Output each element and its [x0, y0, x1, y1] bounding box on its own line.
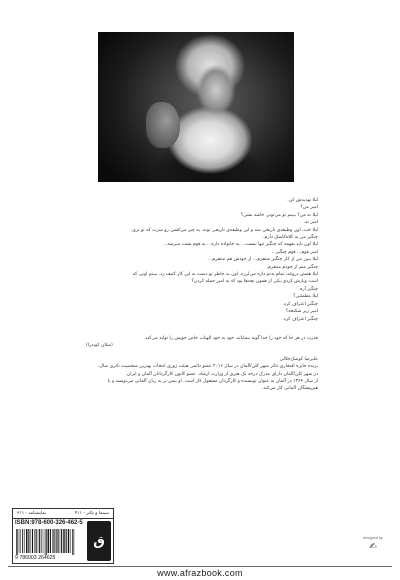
dialogue-line: چنگیز اعتراف کرد. [282, 316, 318, 322]
dialogue-line: لیلا مطمئنی؟ [293, 294, 318, 300]
barcode-digits: 9 786003 264625 [15, 555, 56, 561]
barcode-bars [15, 529, 85, 555]
dialogue-line: لیلا نه من؟ ببینم تو می‌تونی جاشه بشی؟ [240, 212, 318, 218]
dialogue-line: لیلا تهدیدش کن. [287, 198, 318, 203]
dialogue-line: چنگیز من یه کلاه‌کاسک دارم. [263, 235, 318, 241]
footer-divider [8, 566, 392, 567]
barcode-block [12, 508, 114, 564]
publisher-logo: ق [87, 521, 111, 561]
publisher-website-link[interactable]: www.afrazbook.com [157, 568, 243, 578]
dialogue-line: لیلا خب، اون وظیفه‌ی تاریخی منه و این وظیفه‌ی تاریخی تونه. یه چیز می‌کشی رو سرت که تو تری. [130, 227, 318, 233]
dialogue-line: چنگیز اعتراف کرد. [282, 301, 318, 307]
series-labels [13, 509, 113, 519]
barcode-graphic [15, 529, 85, 555]
dialogue-line: چنگیز منم از خودم متنفرم. [266, 264, 318, 270]
series-play: نمایشنامه - ۳۱۱ [17, 511, 47, 516]
dialogue-line: امیر من؟ [300, 205, 318, 211]
dialogue-line: لیلا ببین من از کار چنگیز متنفرم... از خودش هم متنفرم... [207, 257, 318, 263]
dialogue-line: امیر قوم... قوم چنگیز... [271, 249, 318, 255]
quote-text: قدرت در هر جا که خود را خدا گونه بنمایاند، خود به خود الهیات خاص خویش را تولید می‌کند. [143, 335, 318, 341]
quote-attribution: (میلان کوندرا) [86, 343, 113, 349]
dialogue-line: لیلا اون باید بفهمه که چنگیز تنها نیست... یه خانواده داره... یه قوم پشت سرشه... [162, 242, 318, 248]
bio-line: هنرپیشگان آلمانی کار می‌کند. [261, 386, 318, 392]
dialogue-line: امیر نه. [303, 220, 318, 226]
dialogue-line: است ویارش کردی یکی از همون بچه‌ها بود که به امیر حمله کردن؟ [191, 279, 318, 285]
dialogue-line: امیر زیر شکنجه؟ [285, 309, 318, 315]
series-cinema-theatre: سینما و تئاتر - ۴۱۱ [74, 511, 109, 516]
bio-author-name: علیرضا کوشک‌جلالی [279, 356, 318, 362]
designer-signature-icon: ✍ [369, 542, 377, 552]
designer-mark [358, 536, 388, 562]
bio-line: از سال ۱۳۶۴ در آلمان به عنوان نویسنده و کارگردان مشغول کار است. او بیش تر به زبان آلمانی می‌نویسد و با [107, 378, 318, 384]
bio-line: در شهر کلن/آلمان دارای مدرک درجه یک هنری از وزارت ارشاد. عضو کانون کارگردانان آلمان و ایران. [125, 371, 318, 377]
dialogue-line: چنگیز آره. [298, 286, 318, 292]
bio-line: برنده جایزه افتخاری تئاتر شهر کلن/آلمان در سال ۲۰۱۶ عضو دائمی هیئت ژوری انتخاب بهترین شخصیت تاثری سال، [98, 364, 318, 370]
portrait-hand [146, 102, 180, 148]
isbn-text: ISBN:978-600-326-462-5 [15, 520, 83, 526]
designer-label: designed by [363, 536, 383, 540]
excerpt-text [82, 197, 318, 393]
dialogue-line: لیلا همش دروغه، تمام بدنم داره می‌لرزه. اون به خاطر تو دست به این کار کثیف زد. ببینم اونی که [132, 272, 318, 278]
author-portrait-photo [98, 32, 294, 182]
